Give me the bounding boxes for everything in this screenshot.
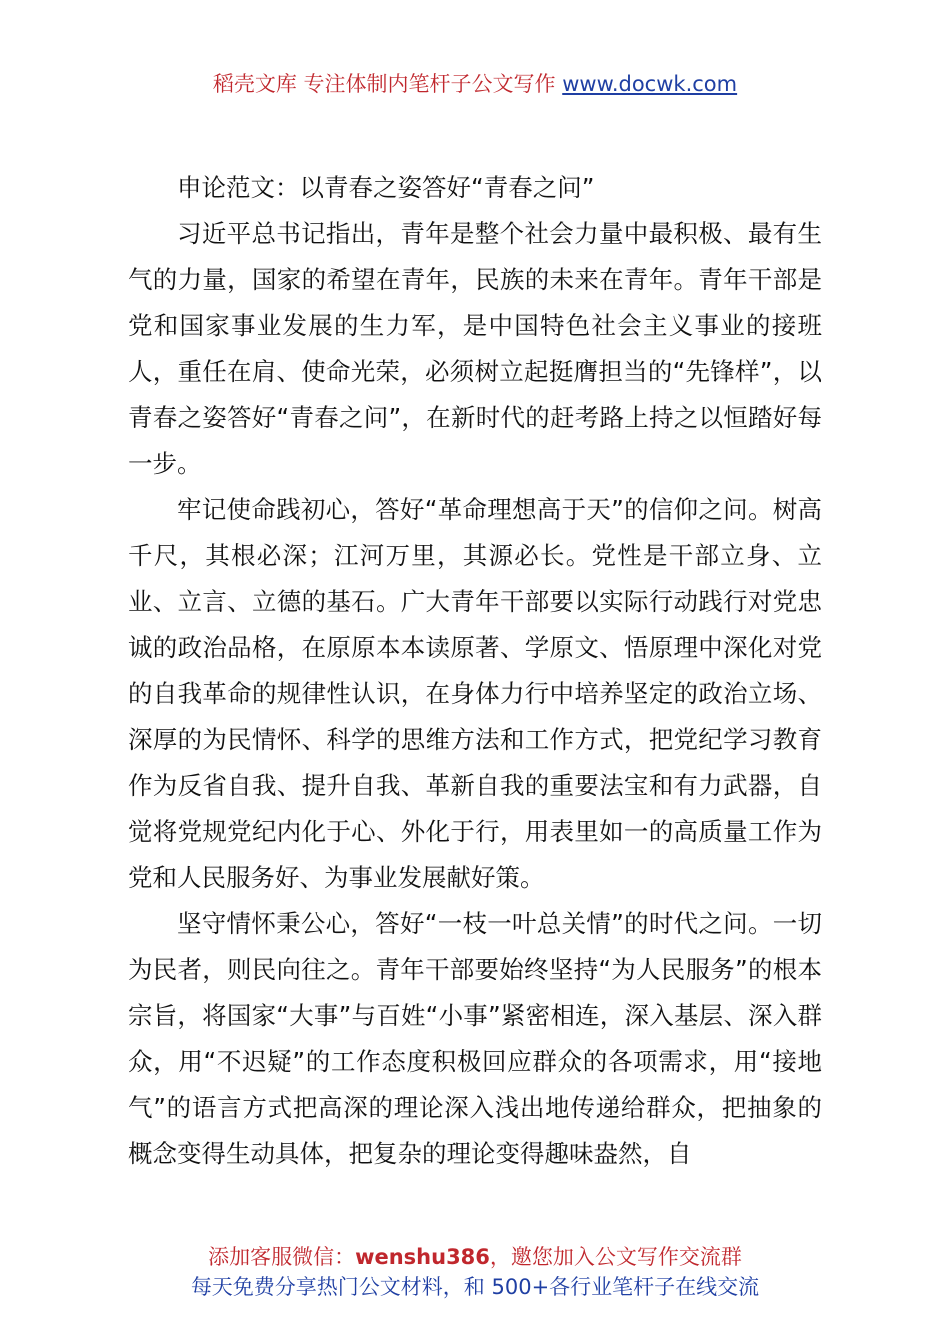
brand-text: 稻壳文库 专注体制内笔杆子公文写作 [212,72,563,96]
page-header [0,70,950,98]
footer-contact-line [0,1242,950,1272]
article-body [128,165,822,1177]
article-title: 申论范文：以青春之姿答好“青春之问” [177,173,595,202]
site-url-link[interactable]: www.docwk.com [562,72,738,96]
paragraph-1: 习近平总书记指出，青年是整个社会力量中最积极、最有生气的力量，国家的希望在青年，民族的未来在青年。青年干部是党和国家事业发展的生力军，是中国特色社会主义事业的接班人，重任在肩、使命光荣，必须树立起挺膺担当的“先锋样”，以青春之姿答好“青春之问”，在新时代的赶考路上持之以恒踏好每一步。 [128,219,822,478]
wechat-id: wenshu386 [355,1245,490,1269]
footer-promo-line: 每天免费分享热门公文材料，和 500+各行业笔杆子在线交流 [190,1275,760,1299]
paragraph-3: 坚守情怀秉公心，答好“一枝一叶总关情”的时代之问。一切为民者，则民向往之。青年干部要始终坚持“为人民服务”的根本宗旨，将国家“大事”与百姓“小事”紧密相连，深入基层、深入群众，用“不迟疑”的工作态度积极回应群众的各项需求，用“接地气”的语言方式把高深的理论深入浅出地传递给群众，把抽象的概念变得生动具体，把复杂的理论变得趣味盎然，自 [128,909,822,1168]
footer-suffix: ，邀您加入公文写作交流群 [489,1245,742,1269]
footer-prefix: 添加客服微信： [208,1245,356,1269]
page-footer [0,1242,950,1302]
paragraph-2: 牢记使命践初心，答好“革命理想高于天”的信仰之问。树高千尺，其根必深；江河万里，其源必长。党性是干部立身、立业、立言、立德的基石。广大青年干部要以实际行动践行对党忠诚的政治品格，在原原本本读原著、学原文、悟原理中深化对党的自我革命的规律性认识，在身体力行中培养坚定的政治立场、深厚的为民情怀、科学的思维方法和工作方式，把党纪学习教育作为反省自我、提升自我、革新自我的重要法宝和有力武器，自觉将党规党纪内化于心、外化于行，用表里如一的高质量工作为党和人民服务好、为事业发展献好策。 [128,495,822,892]
